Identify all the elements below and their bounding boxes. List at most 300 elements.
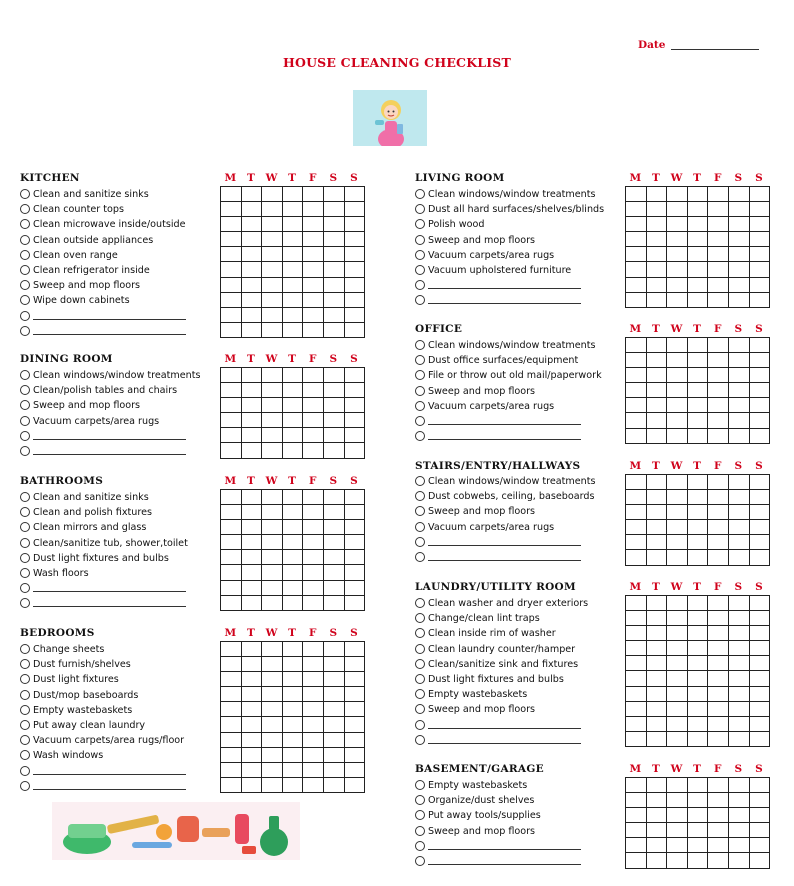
grid-cell[interactable] xyxy=(646,505,667,520)
grid-cell[interactable] xyxy=(667,778,688,793)
checkbox-circle[interactable] xyxy=(415,720,425,730)
grid-cell[interactable] xyxy=(667,535,688,550)
grid-cell[interactable] xyxy=(728,505,749,520)
grid-cell[interactable] xyxy=(282,535,303,550)
checkbox-circle[interactable] xyxy=(20,385,30,395)
grid-cell[interactable] xyxy=(282,413,303,428)
checkbox-circle[interactable] xyxy=(20,690,30,700)
grid-cell[interactable] xyxy=(282,762,303,777)
grid-cell[interactable] xyxy=(221,672,242,687)
grid-cell[interactable] xyxy=(626,475,647,490)
grid-cell[interactable] xyxy=(667,793,688,808)
grid-cell[interactable] xyxy=(626,520,647,535)
grid-cell[interactable] xyxy=(262,642,283,657)
grid-cell[interactable] xyxy=(646,292,667,307)
grid-cell[interactable] xyxy=(708,611,729,626)
grid-cell[interactable] xyxy=(626,413,647,428)
grid-cell[interactable] xyxy=(221,657,242,672)
grid-cell[interactable] xyxy=(728,398,749,413)
grid-cell[interactable] xyxy=(282,428,303,443)
grid-cell[interactable] xyxy=(728,338,749,353)
grid-cell[interactable] xyxy=(646,428,667,443)
grid-cell[interactable] xyxy=(728,626,749,641)
grid-cell[interactable] xyxy=(708,701,729,716)
grid-cell[interactable] xyxy=(646,475,667,490)
grid-cell[interactable] xyxy=(687,520,708,535)
blank-line[interactable] xyxy=(33,582,186,592)
grid-cell[interactable] xyxy=(241,565,262,580)
grid-cell[interactable] xyxy=(728,232,749,247)
grid-cell[interactable] xyxy=(749,475,770,490)
grid-cell[interactable] xyxy=(241,277,262,292)
grid-cell[interactable] xyxy=(708,202,729,217)
grid-cell[interactable] xyxy=(323,672,344,687)
grid-cell[interactable] xyxy=(728,596,749,611)
grid-cell[interactable] xyxy=(708,292,729,307)
grid-cell[interactable] xyxy=(749,641,770,656)
grid-cell[interactable] xyxy=(241,368,262,383)
grid-cell[interactable] xyxy=(303,732,324,747)
grid-cell[interactable] xyxy=(344,550,365,565)
checkbox-circle[interactable] xyxy=(20,507,30,517)
grid-cell[interactable] xyxy=(728,383,749,398)
grid-cell[interactable] xyxy=(626,641,647,656)
checkbox-circle[interactable] xyxy=(415,537,425,547)
grid-cell[interactable] xyxy=(626,793,647,808)
grid-cell[interactable] xyxy=(344,505,365,520)
grid-cell[interactable] xyxy=(303,687,324,702)
grid-cell[interactable] xyxy=(728,838,749,853)
grid-cell[interactable] xyxy=(262,535,283,550)
checkbox-circle[interactable] xyxy=(20,235,30,245)
grid-cell[interactable] xyxy=(262,762,283,777)
grid-cell[interactable] xyxy=(262,322,283,337)
grid-cell[interactable] xyxy=(241,247,262,262)
grid-cell[interactable] xyxy=(687,686,708,701)
grid-cell[interactable] xyxy=(687,338,708,353)
grid-cell[interactable] xyxy=(728,793,749,808)
checkbox-circle[interactable] xyxy=(415,416,425,426)
grid-cell[interactable] xyxy=(728,671,749,686)
grid-cell[interactable] xyxy=(626,838,647,853)
grid-cell[interactable] xyxy=(241,262,262,277)
grid-cell[interactable] xyxy=(344,232,365,247)
grid-cell[interactable] xyxy=(262,550,283,565)
grid-cell[interactable] xyxy=(646,338,667,353)
grid-cell[interactable] xyxy=(221,428,242,443)
grid-cell[interactable] xyxy=(323,413,344,428)
grid-cell[interactable] xyxy=(646,808,667,823)
grid-cell[interactable] xyxy=(626,550,647,565)
grid-cell[interactable] xyxy=(323,490,344,505)
grid-cell[interactable] xyxy=(749,262,770,277)
grid-cell[interactable] xyxy=(667,292,688,307)
grid-cell[interactable] xyxy=(646,793,667,808)
grid-cell[interactable] xyxy=(282,565,303,580)
grid-cell[interactable] xyxy=(667,656,688,671)
checkbox-circle[interactable] xyxy=(20,219,30,229)
grid-cell[interactable] xyxy=(282,490,303,505)
grid-cell[interactable] xyxy=(303,747,324,762)
grid-cell[interactable] xyxy=(687,701,708,716)
grid-cell[interactable] xyxy=(262,672,283,687)
grid-cell[interactable] xyxy=(282,550,303,565)
grid-cell[interactable] xyxy=(221,550,242,565)
grid-cell[interactable] xyxy=(626,217,647,232)
grid-cell[interactable] xyxy=(749,368,770,383)
checkbox-circle[interactable] xyxy=(415,613,425,623)
grid-cell[interactable] xyxy=(282,383,303,398)
grid-cell[interactable] xyxy=(708,656,729,671)
grid-cell[interactable] xyxy=(646,656,667,671)
grid-cell[interactable] xyxy=(626,262,647,277)
grid-cell[interactable] xyxy=(344,642,365,657)
grid-cell[interactable] xyxy=(282,443,303,458)
checkbox-circle[interactable] xyxy=(20,659,30,669)
grid-cell[interactable] xyxy=(303,232,324,247)
grid-cell[interactable] xyxy=(221,262,242,277)
grid-cell[interactable] xyxy=(323,657,344,672)
checkbox-circle[interactable] xyxy=(20,280,30,290)
grid-cell[interactable] xyxy=(323,187,344,202)
grid-cell[interactable] xyxy=(749,626,770,641)
grid-cell[interactable] xyxy=(303,187,324,202)
grid-cell[interactable] xyxy=(282,657,303,672)
grid-cell[interactable] xyxy=(282,232,303,247)
grid-cell[interactable] xyxy=(687,247,708,262)
grid-cell[interactable] xyxy=(687,596,708,611)
grid-cell[interactable] xyxy=(344,247,365,262)
grid-cell[interactable] xyxy=(626,490,647,505)
checkbox-circle[interactable] xyxy=(415,826,425,836)
grid-cell[interactable] xyxy=(241,490,262,505)
grid-cell[interactable] xyxy=(667,217,688,232)
grid-cell[interactable] xyxy=(282,505,303,520)
grid-cell[interactable] xyxy=(282,368,303,383)
grid-cell[interactable] xyxy=(303,657,324,672)
grid-cell[interactable] xyxy=(687,428,708,443)
grid-cell[interactable] xyxy=(646,671,667,686)
grid-cell[interactable] xyxy=(221,398,242,413)
grid-cell[interactable] xyxy=(241,505,262,520)
grid-cell[interactable] xyxy=(241,687,262,702)
grid-cell[interactable] xyxy=(344,292,365,307)
grid-cell[interactable] xyxy=(344,490,365,505)
grid-cell[interactable] xyxy=(749,490,770,505)
blank-line[interactable] xyxy=(33,765,186,775)
grid-cell[interactable] xyxy=(323,580,344,595)
checkbox-circle[interactable] xyxy=(415,552,425,562)
grid-cell[interactable] xyxy=(687,716,708,731)
grid-cell[interactable] xyxy=(323,247,344,262)
grid-cell[interactable] xyxy=(282,702,303,717)
grid-cell[interactable] xyxy=(687,793,708,808)
grid-cell[interactable] xyxy=(687,187,708,202)
grid-cell[interactable] xyxy=(303,292,324,307)
grid-cell[interactable] xyxy=(221,187,242,202)
checkbox-circle[interactable] xyxy=(20,720,30,730)
grid-cell[interactable] xyxy=(323,717,344,732)
grid-cell[interactable] xyxy=(221,762,242,777)
checkbox-circle[interactable] xyxy=(415,340,425,350)
grid-cell[interactable] xyxy=(262,368,283,383)
grid-cell[interactable] xyxy=(687,838,708,853)
grid-cell[interactable] xyxy=(646,731,667,746)
grid-cell[interactable] xyxy=(626,428,647,443)
grid-cell[interactable] xyxy=(626,596,647,611)
grid-cell[interactable] xyxy=(262,777,283,792)
grid-cell[interactable] xyxy=(344,657,365,672)
grid-cell[interactable] xyxy=(708,808,729,823)
grid-cell[interactable] xyxy=(303,672,324,687)
grid-cell[interactable] xyxy=(282,747,303,762)
grid-cell[interactable] xyxy=(626,232,647,247)
grid-cell[interactable] xyxy=(303,368,324,383)
grid-cell[interactable] xyxy=(344,413,365,428)
grid-cell[interactable] xyxy=(646,550,667,565)
grid-cell[interactable] xyxy=(646,490,667,505)
grid-cell[interactable] xyxy=(221,307,242,322)
grid-cell[interactable] xyxy=(646,823,667,838)
grid-cell[interactable] xyxy=(667,490,688,505)
checkbox-circle[interactable] xyxy=(415,841,425,851)
grid-cell[interactable] xyxy=(728,262,749,277)
grid-cell[interactable] xyxy=(262,292,283,307)
grid-cell[interactable] xyxy=(667,202,688,217)
grid-cell[interactable] xyxy=(687,353,708,368)
grid-cell[interactable] xyxy=(667,413,688,428)
grid-cell[interactable] xyxy=(646,353,667,368)
grid-cell[interactable] xyxy=(262,565,283,580)
grid-cell[interactable] xyxy=(708,277,729,292)
grid-cell[interactable] xyxy=(323,217,344,232)
grid-cell[interactable] xyxy=(323,702,344,717)
grid-cell[interactable] xyxy=(687,808,708,823)
grid-cell[interactable] xyxy=(728,202,749,217)
checkbox-circle[interactable] xyxy=(20,750,30,760)
grid-cell[interactable] xyxy=(626,247,647,262)
grid-cell[interactable] xyxy=(667,671,688,686)
grid-cell[interactable] xyxy=(626,701,647,716)
grid-cell[interactable] xyxy=(646,611,667,626)
checkbox-circle[interactable] xyxy=(415,189,425,199)
checkbox-circle[interactable] xyxy=(415,204,425,214)
grid-cell[interactable] xyxy=(667,247,688,262)
grid-cell[interactable] xyxy=(687,823,708,838)
grid-cell[interactable] xyxy=(262,262,283,277)
grid-cell[interactable] xyxy=(262,657,283,672)
checkbox-circle[interactable] xyxy=(415,522,425,532)
grid-cell[interactable] xyxy=(221,322,242,337)
grid-cell[interactable] xyxy=(344,202,365,217)
grid-cell[interactable] xyxy=(262,747,283,762)
grid-cell[interactable] xyxy=(708,353,729,368)
grid-cell[interactable] xyxy=(667,368,688,383)
grid-cell[interactable] xyxy=(626,611,647,626)
grid-cell[interactable] xyxy=(749,353,770,368)
grid-cell[interactable] xyxy=(221,520,242,535)
grid-cell[interactable] xyxy=(646,232,667,247)
grid-cell[interactable] xyxy=(303,702,324,717)
grid-cell[interactable] xyxy=(728,428,749,443)
checkbox-circle[interactable] xyxy=(20,598,30,608)
grid-cell[interactable] xyxy=(262,187,283,202)
grid-cell[interactable] xyxy=(728,292,749,307)
grid-cell[interactable] xyxy=(626,535,647,550)
grid-cell[interactable] xyxy=(749,686,770,701)
grid-cell[interactable] xyxy=(323,383,344,398)
grid-cell[interactable] xyxy=(646,262,667,277)
grid-cell[interactable] xyxy=(282,717,303,732)
grid-cell[interactable] xyxy=(667,701,688,716)
grid-cell[interactable] xyxy=(262,443,283,458)
grid-cell[interactable] xyxy=(323,202,344,217)
checkbox-circle[interactable] xyxy=(415,644,425,654)
grid-cell[interactable] xyxy=(708,596,729,611)
grid-cell[interactable] xyxy=(262,217,283,232)
grid-cell[interactable] xyxy=(262,595,283,610)
grid-cell[interactable] xyxy=(282,672,303,687)
grid-cell[interactable] xyxy=(728,701,749,716)
grid-cell[interactable] xyxy=(728,353,749,368)
grid-cell[interactable] xyxy=(646,626,667,641)
blank-line[interactable] xyxy=(428,734,581,744)
grid-cell[interactable] xyxy=(749,716,770,731)
grid-cell[interactable] xyxy=(646,413,667,428)
grid-cell[interactable] xyxy=(344,428,365,443)
grid-cell[interactable] xyxy=(262,202,283,217)
grid-cell[interactable] xyxy=(626,187,647,202)
grid-cell[interactable] xyxy=(626,202,647,217)
grid-cell[interactable] xyxy=(282,520,303,535)
grid-cell[interactable] xyxy=(344,368,365,383)
grid-cell[interactable] xyxy=(282,292,303,307)
blank-line[interactable] xyxy=(428,551,581,561)
checkbox-circle[interactable] xyxy=(415,659,425,669)
grid-cell[interactable] xyxy=(221,580,242,595)
grid-cell[interactable] xyxy=(728,853,749,868)
grid-cell[interactable] xyxy=(303,520,324,535)
grid-cell[interactable] xyxy=(303,202,324,217)
grid-cell[interactable] xyxy=(646,853,667,868)
grid-cell[interactable] xyxy=(749,277,770,292)
checkbox-circle[interactable] xyxy=(415,506,425,516)
grid-cell[interactable] xyxy=(667,277,688,292)
grid-cell[interactable] xyxy=(221,217,242,232)
grid-cell[interactable] xyxy=(749,202,770,217)
grid-cell[interactable] xyxy=(241,443,262,458)
grid-cell[interactable] xyxy=(262,580,283,595)
grid-cell[interactable] xyxy=(708,671,729,686)
grid-cell[interactable] xyxy=(323,368,344,383)
grid-cell[interactable] xyxy=(646,838,667,853)
checkbox-circle[interactable] xyxy=(415,491,425,501)
grid-cell[interactable] xyxy=(708,731,729,746)
grid-cell[interactable] xyxy=(221,717,242,732)
grid-cell[interactable] xyxy=(303,428,324,443)
checkbox-circle[interactable] xyxy=(415,280,425,290)
grid-cell[interactable] xyxy=(282,247,303,262)
blank-line[interactable] xyxy=(428,294,581,304)
grid-cell[interactable] xyxy=(303,642,324,657)
grid-cell[interactable] xyxy=(667,596,688,611)
grid-cell[interactable] xyxy=(323,262,344,277)
grid-cell[interactable] xyxy=(708,778,729,793)
grid-cell[interactable] xyxy=(344,307,365,322)
grid-cell[interactable] xyxy=(303,262,324,277)
grid-cell[interactable] xyxy=(344,398,365,413)
grid-cell[interactable] xyxy=(646,520,667,535)
grid-cell[interactable] xyxy=(323,307,344,322)
grid-cell[interactable] xyxy=(303,413,324,428)
grid-cell[interactable] xyxy=(708,686,729,701)
checkbox-circle[interactable] xyxy=(20,204,30,214)
grid-cell[interactable] xyxy=(749,398,770,413)
grid-cell[interactable] xyxy=(728,550,749,565)
grid-cell[interactable] xyxy=(708,247,729,262)
grid-cell[interactable] xyxy=(221,687,242,702)
checkbox-circle[interactable] xyxy=(415,295,425,305)
grid-cell[interactable] xyxy=(262,702,283,717)
grid-cell[interactable] xyxy=(344,565,365,580)
grid-cell[interactable] xyxy=(221,642,242,657)
grid-cell[interactable] xyxy=(646,641,667,656)
grid-cell[interactable] xyxy=(241,232,262,247)
grid-cell[interactable] xyxy=(221,277,242,292)
checkbox-circle[interactable] xyxy=(415,598,425,608)
grid-cell[interactable] xyxy=(303,383,324,398)
grid-cell[interactable] xyxy=(282,277,303,292)
grid-cell[interactable] xyxy=(221,383,242,398)
grid-cell[interactable] xyxy=(687,778,708,793)
grid-cell[interactable] xyxy=(626,383,647,398)
grid-cell[interactable] xyxy=(262,428,283,443)
checkbox-circle[interactable] xyxy=(415,780,425,790)
grid-cell[interactable] xyxy=(749,838,770,853)
grid-cell[interactable] xyxy=(646,247,667,262)
grid-cell[interactable] xyxy=(667,626,688,641)
grid-cell[interactable] xyxy=(667,731,688,746)
grid-cell[interactable] xyxy=(241,642,262,657)
blank-line[interactable] xyxy=(428,719,581,729)
grid-cell[interactable] xyxy=(282,187,303,202)
grid-cell[interactable] xyxy=(262,717,283,732)
grid-cell[interactable] xyxy=(241,428,262,443)
grid-cell[interactable] xyxy=(708,490,729,505)
checkbox-circle[interactable] xyxy=(415,355,425,365)
date-field[interactable] xyxy=(638,39,759,51)
grid-cell[interactable] xyxy=(687,611,708,626)
grid-cell[interactable] xyxy=(344,277,365,292)
checkbox-circle[interactable] xyxy=(415,628,425,638)
checkbox-circle[interactable] xyxy=(20,446,30,456)
grid-cell[interactable] xyxy=(749,778,770,793)
checkbox-circle[interactable] xyxy=(415,219,425,229)
grid-cell[interactable] xyxy=(728,535,749,550)
grid-cell[interactable] xyxy=(687,368,708,383)
checkbox-circle[interactable] xyxy=(415,386,425,396)
grid-cell[interactable] xyxy=(344,443,365,458)
grid-cell[interactable] xyxy=(323,277,344,292)
grid-cell[interactable] xyxy=(282,580,303,595)
grid-cell[interactable] xyxy=(646,701,667,716)
grid-cell[interactable] xyxy=(262,247,283,262)
checkbox-circle[interactable] xyxy=(20,538,30,548)
grid-cell[interactable] xyxy=(646,686,667,701)
grid-cell[interactable] xyxy=(749,550,770,565)
grid-cell[interactable] xyxy=(708,413,729,428)
grid-cell[interactable] xyxy=(626,853,647,868)
